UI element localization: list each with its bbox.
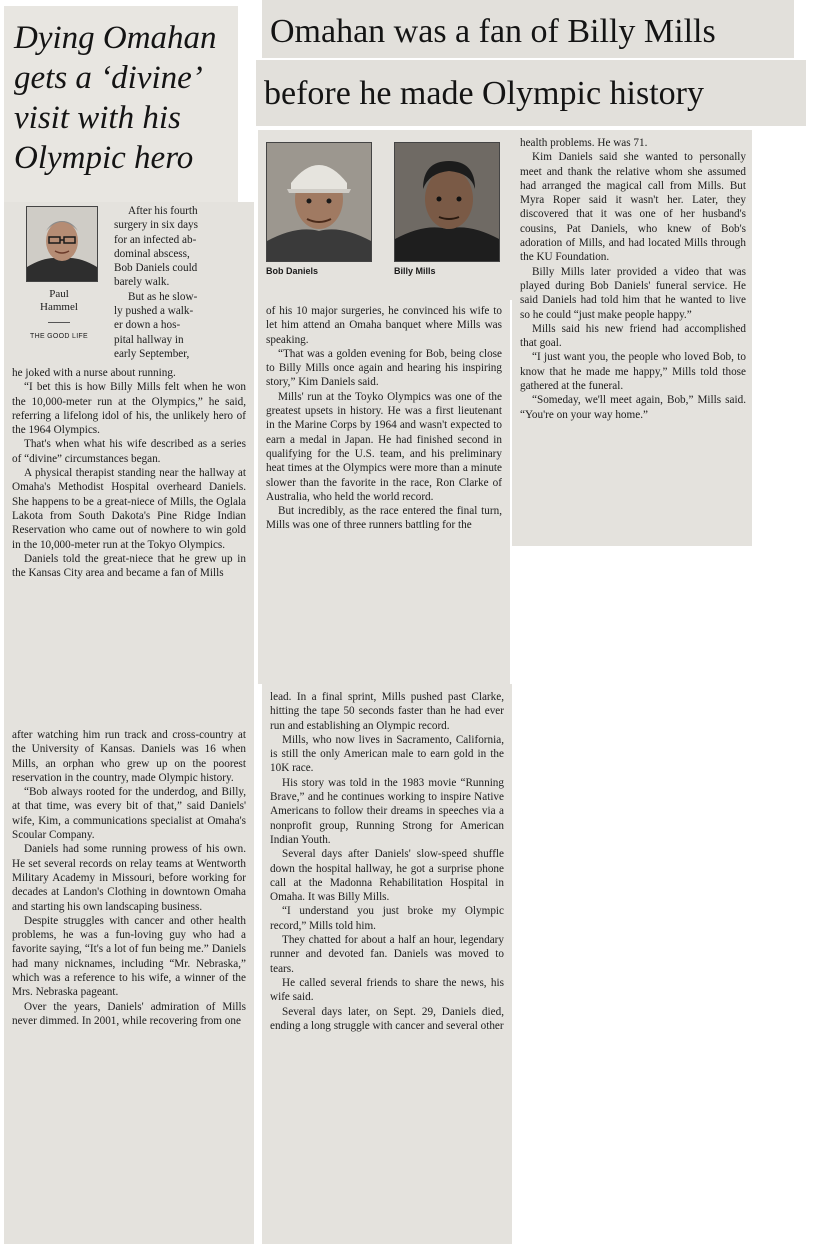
body-paragraph: Mills, who now lives in Sacramento, California, is still the only American male to earn gold in the 10K race. <box>270 733 504 775</box>
intro-line: After his fourth <box>128 205 198 217</box>
right-column-body <box>520 136 746 422</box>
author-last-name: Hammel <box>40 301 78 313</box>
body-paragraph: Several days after Daniels' slow-speed shuffle down the hospital hallway, he got a surprise phone call at the Madonna Rehabilitation Hospital in Omaha. It was Billy Mills. <box>270 848 504 904</box>
body-paragraph: after watching him run track and cross-country at the University of Kansas. Daniels was 16 when Mills, an orphan who grew up on the poorest reservation in the country, made Olympic history. <box>12 729 246 784</box>
intro-line: for an infected ab- <box>114 233 197 246</box>
author-photo <box>26 206 98 282</box>
body-paragraph: lead. In a final sprint, Mills pushed past Clarke, hitting the tape 50 seconds faster than he had ever run and establishing an Olympic record. <box>270 691 504 732</box>
body-paragraph: Several days later, on Sept. 29, Daniels died, ending a long struggle with cancer and several other <box>270 1005 504 1032</box>
body-paragraph: He called several friends to share the news, his wife said. <box>270 976 504 1004</box>
body-paragraph: “I bet this is how Billy Mills felt when he won the 10,000-meter run at the Olympics,” he said, referring a lifelong idol of his, the unlikely hero of the 1964 Olympics. <box>12 381 246 437</box>
body-paragraph: he joked with a nurse about running. <box>12 367 176 379</box>
body-paragraph: Mills' run at the Toyko Olympics was one of the greatest upsets in history. He was a first lieutenant in the Marine Corps by 1964 and wasn't expected to earn a medal in Japan. He had finished second in qualifying for the U.S. team, and his preliminary heat times at the Olympics were more than a minute slower than the favorite in the race, Ron Clarke of Australia, who held the world record. <box>266 390 502 503</box>
body-paragraph: “Bob always rooted for the underdog, and Billy, at that time, was every bit of that,” said Daniels' wife, Kim, a communications specialist at Omaha's Scoular Company. <box>12 786 246 842</box>
body-paragraph: Daniels told the great-niece that he grew up in the Kansas City area and became a fan of Mills <box>12 552 246 580</box>
right-column-clip <box>512 130 752 546</box>
body-paragraph: “Someday, we'll meet again, Bob,” Mills said. “You're on your way home.” <box>520 394 746 421</box>
left-headline-line-4: Olympic hero <box>14 140 194 176</box>
middle-column-upper-clip <box>258 300 510 684</box>
body-paragraph: Daniels had some running prowess of his own. He set several records on relay teams at Wentworth Military Academy in Missouri, before working for decades at Landon's Clothing in downtown Omaha and starting his own landscaping business. <box>12 843 246 913</box>
body-paragraph: His story was told in the 1983 movie “Running Brave,” and he continues working to inspire Native Americans to follow their dreams in speeches via a nonprofit group, Running Strong for American Indian Youth. <box>270 776 504 846</box>
billy-mills-caption: Billy Mills <box>394 266 436 276</box>
body-paragraph: “That was a golden evening for Bob, being close to Billy Mills once again and hearing his inspiring story,” Kim Daniels said. <box>266 347 502 389</box>
intro-line: barely walk. <box>114 276 170 289</box>
body-paragraph: Kim Daniels said she wanted to personally meet and thank the relative whom she assumed had arranged the magical call from Mills. But Myra Roper said it wasn't her. Later, they discovered that it was one of her husband's cousins, Pat Daniels, who knew of Bob's adoration of Mills, and had located Mills through the KU Foundation. <box>520 151 746 264</box>
billy-mills-photo <box>394 142 500 262</box>
body-paragraph: “I just want you, the people who loved Bob, to know that he made me happy,” Mills told those gathered at the funeral. <box>520 351 746 393</box>
right-headline-line-1: Omahan was a fan of Billy Mills <box>270 13 716 50</box>
author-byline <box>18 288 100 340</box>
body-paragraph: A physical therapist standing near the hallway at Omaha's Methodist Hospital overheard Daniels. She happens to be a great-niece of Mills, the Oglala Lakota from South Dakota's Pine Ridge Indian Reservation who came out of nowhere to win gold in the 10,000-meter run at the Tokyo Olympics. <box>12 467 246 551</box>
author-portrait-icon <box>27 207 97 281</box>
left-headline-line-1: Dying Omahan <box>14 20 217 56</box>
middle-column-lower-clip <box>262 684 512 1244</box>
bob-daniels-portrait-icon <box>267 143 371 261</box>
left-column-lower-clip <box>4 722 254 1244</box>
right-headline-1-clip <box>262 0 794 58</box>
left-column-upper-clip <box>4 202 254 722</box>
byline-divider <box>48 322 70 323</box>
right-headline-2-clip <box>256 60 806 126</box>
author-first-name: Paul <box>49 288 69 300</box>
body-paragraph: Mills said his new friend had accomplished that goal. <box>520 322 746 350</box>
intro-line: early September, <box>114 347 190 360</box>
body-paragraph: Despite struggles with cancer and other health problems, he was a fun-loving guy who had a favorite saying, “It's a lot of fun being me.” Daniels had many nicknames, including “Mr. Nebraska,” which was a reference to his wife, a winner of the Mrs. Nebraska pageant. <box>12 914 246 999</box>
right-headline-line-2: before he made Olympic history <box>264 75 704 112</box>
column-tag: THE GOOD LIFE <box>30 333 88 340</box>
body-paragraph: of his 10 major surgeries, he convinced his wife to let him attend an Omaha banquet where Mills was speaking. <box>266 305 502 346</box>
body-paragraph: They chatted for about a half an hour, legendary runner and devoted fan. Daniels was moved to tears. <box>270 934 504 975</box>
bob-daniels-photo <box>266 142 372 262</box>
intro-line: Bob Daniels could <box>114 262 198 275</box>
intro-block <box>114 204 248 361</box>
middle-upper-body <box>266 304 502 533</box>
intro-line: surgery in six days <box>114 219 199 232</box>
body-paragraph: But incredibly, as the race entered the final turn, Mills was one of three runners battling for the <box>266 505 502 532</box>
body-paragraph: health problems. He was 71. <box>520 137 648 149</box>
body-paragraph: That's when what his wife described as a series of “divine” circumstances began. <box>12 438 246 465</box>
left-headline-clip <box>4 6 238 202</box>
billy-mills-portrait-icon <box>395 143 499 261</box>
left-headline-line-2: gets a ‘divine’ <box>14 60 203 96</box>
intro-line: But as he slow- <box>128 290 198 303</box>
body-paragraph: “I understand you just broke my Olympic record,” Mills told him. <box>270 905 504 932</box>
body-paragraph: Billy Mills later provided a video that was played during Bob Daniels' funeral service. He said Daniels had told him that he wanted to live so he could “just make people happy.” <box>520 265 746 321</box>
intro-line: er down a hos- <box>114 319 181 332</box>
bob-daniels-caption: Bob Daniels <box>266 266 319 276</box>
intro-line: pital hallway in <box>114 333 184 346</box>
left-upper-body <box>12 366 246 580</box>
intro-line: dominal abscess, <box>114 247 190 260</box>
middle-lower-body <box>270 690 504 1033</box>
body-paragraph: Over the years, Daniels' admiration of Mills never dimmed. In 2001, while recovering from one <box>12 1000 246 1027</box>
intro-line: ly pushed a walk- <box>114 305 194 318</box>
photos-clip <box>258 130 512 300</box>
left-lower-body <box>12 728 246 1028</box>
left-headline-line-3: visit with his <box>14 100 181 136</box>
